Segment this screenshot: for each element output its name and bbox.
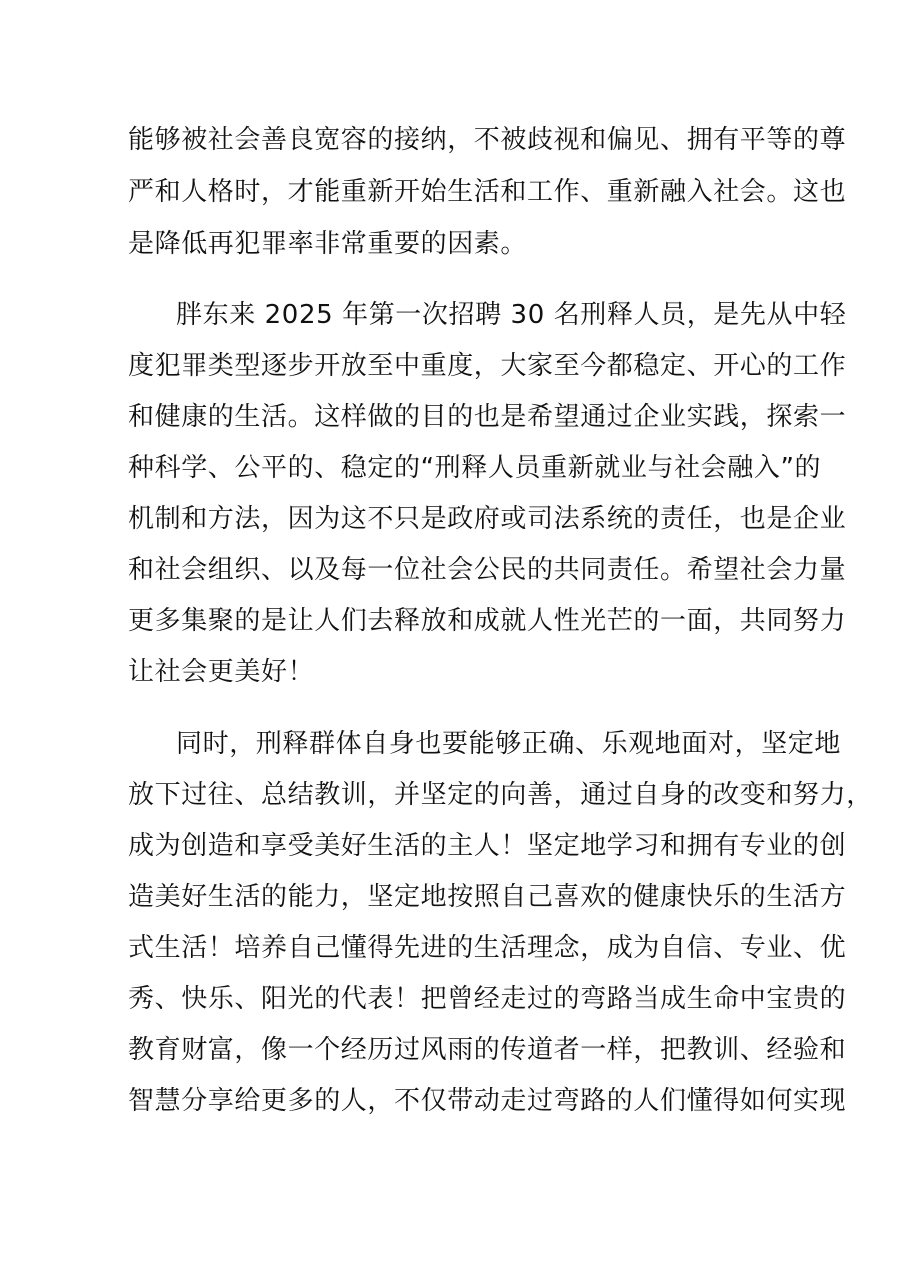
paragraph-2-line-1: 胖东来 2025 年第一次招聘 30 名刑释人员，是先从中轻 [176, 300, 847, 330]
paragraph-3-line-4: 造美好生活的能力，坚定地按照自己喜欢的健康快乐的生活方 [128, 882, 847, 912]
paragraph-3-line-8: 智慧分享给更多的人，不仅带动走过弯路的人们懂得如何实现 [128, 1086, 847, 1116]
paragraph-3-line-2: 放下过往、总结教训，并坚定的向善，通过自身的改变和努力， [128, 780, 873, 810]
paragraph-3-line-6: 秀、快乐、阳光的代表！把曾经走过的弯路当成生命中宝贵的 [128, 984, 847, 1014]
paragraph-1-line-2: 严和人格时，才能重新开始生活和工作、重新融入社会。这也 [128, 177, 847, 207]
paragraph-2-line-2: 度犯罪类型逐步开放至中重度，大家至今都稳定、开心的工作 [128, 351, 847, 381]
paragraph-1-line-1: 能够被社会善良宽容的接纳，不被歧视和偏见、拥有平等的尊 [128, 125, 847, 155]
paragraph-1-line-3: 是降低再犯罪率非常重要的因素。 [128, 229, 528, 259]
paragraph-2-line-7: 更多集聚的是让人们去释放和成就人性光芒的一面，共同努力 [128, 606, 847, 636]
paragraph-2-line-6: 和社会组织、以及每一位社会公民的共同责任。希望社会力量 [128, 555, 847, 585]
paragraph-2-line-5: 机制和方法，因为这不只是政府或司法系统的责任，也是企业 [128, 504, 847, 534]
paragraph-3-line-5: 式生活！培养自己懂得先进的生活理念，成为自信、专业、优 [128, 933, 847, 963]
paragraph-2-line-3: 和健康的生活。这样做的目的也是希望通过企业实践，探索一 [128, 402, 847, 432]
paragraph-3-line-1: 同时，刑释群体自身也要能够正确、乐观地面对，坚定地 [176, 729, 842, 759]
paragraph-2-line-8: 让社会更美好！ [128, 657, 315, 687]
paragraph-3-line-7: 教育财富，像一个经历过风雨的传道者一样，把教训、经验和 [128, 1035, 847, 1065]
paragraph-2-line-4: 种科学、公平的、稳定的“刑释人员重新就业与社会融入”的 [128, 453, 822, 483]
paragraph-3-line-3: 成为创造和享受美好生活的主人！坚定地学习和拥有专业的创 [128, 831, 847, 861]
